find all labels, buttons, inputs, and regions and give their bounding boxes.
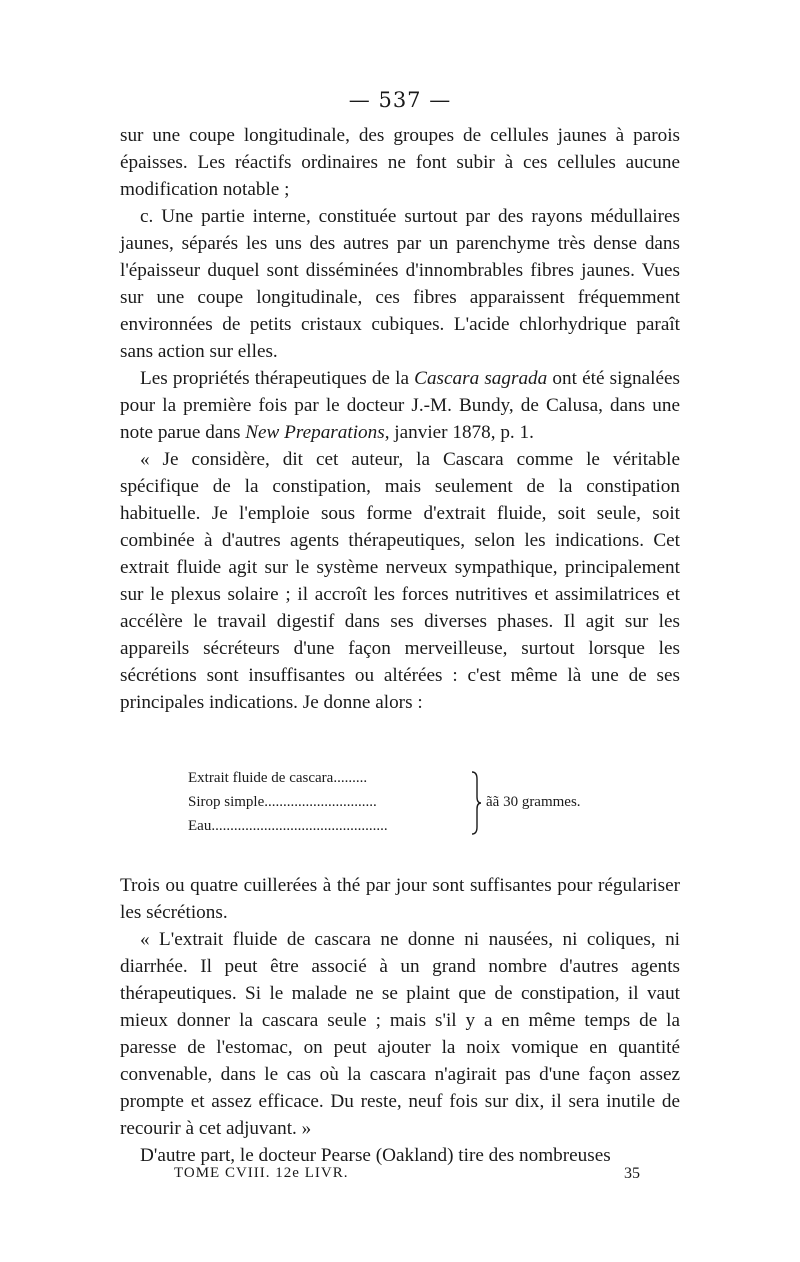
recipe-item: Extrait fluide de cascara......... [188, 770, 368, 786]
bundy-text-1: Les propriétés thérapeutiques de la [140, 368, 415, 389]
species-name: Cascara sagrada [414, 368, 548, 389]
paragraph-dosage: Trois ou quatre cuillerées à thé par jour sont suffisantes pour régulariser les sécrétions. [120, 875, 680, 923]
body-text-top [120, 122, 680, 716]
footer-sheet-number: 35 [624, 1165, 640, 1182]
body-text-bottom [120, 872, 680, 1169]
curly-brace-icon [470, 771, 482, 835]
paragraph-bundy [120, 365, 680, 446]
recipe-item: Eau............................................... [188, 818, 388, 834]
quote-bundy: « Je considère, dit cet auteur, la Cascara comme le véritable spécifique de la constipation, mais seulement de la constipation habituelle. Je l'emploie sous forme d'extrait fluide, soit seule, soit combinée à d'autres agents thérapeutiques, selon les indications. Cet extrait fluide agit sur le système nerveux sympathique, principalement sur le plexus solaire ; il accroît les forces nutritives et assimilatrices et accélère le travail digestif dans ses diverses phases. Il agit sur les appareils sécréteurs d'une façon merveilleuse, surtout lorsque les sécrétions sont insuffisantes ou altérées : c'est même là une de ses principales indications. Je donne alors : [120, 449, 680, 713]
bundy-text-3: , janvier 1878, p. 1. [384, 422, 534, 443]
page-number: — 537 — [348, 88, 452, 112]
recipe-item: Sirop simple.............................. [188, 794, 377, 810]
paragraph-pearse: D'autre part, le docteur Pearse (Oakland) tire des nombreuses [140, 1145, 611, 1166]
recipe-dose: ãã 30 grammes. [486, 794, 581, 810]
quote-fluid-extract: « L'extrait fluide de cascara ne donne ni nausées, ni coliques, ni diarrhée. Il peut être associé à un grand nombre d'autres agents thérapeutiques. Si le malade ne se plaint que de constipation, il vaut mieux donner la cascara seule ; mais s'il y a en même temps de la paresse de l'estomac, on peut ajouter la noix vomique en quantité convenable, dans le cas où la cascara n'agirait pas d'une façon assez prompte et assez efficace. Du reste, neuf fois sur dix, il sera inutile de recourir à cet adjuvant. » [120, 929, 680, 1139]
paragraph-internal-part: c. Une partie interne, constituée surtout par des rayons médullaires jaunes, séparés les uns des autres par un parenchyme très dense dans l'épaisseur duquel sont disséminées d'innombrables fibres jaunes. Vues sur une coupe longitudinale, ces fibres apparaissent fréquemment environnées de petits cristaux cubiques. L'acide chlorhydrique paraît sans action sur elles. [120, 206, 680, 362]
paragraph-cell-walls: sur une coupe longitudinale, des groupes de cellules jaunes à parois épaisses. Les réactifs ordinaires ne font subir à ces cellules aucune modification notable ; [120, 125, 680, 200]
footer-signature: TOME CVIII. 12e LIVR. [174, 1165, 349, 1181]
bundy-text-2: ont été signalées pour la première fois par le docteur J.-M. Bundy, de Calusa, dans une note parue dans [120, 368, 680, 443]
prescription [188, 767, 648, 839]
journal-title: New Preparations [245, 422, 385, 443]
